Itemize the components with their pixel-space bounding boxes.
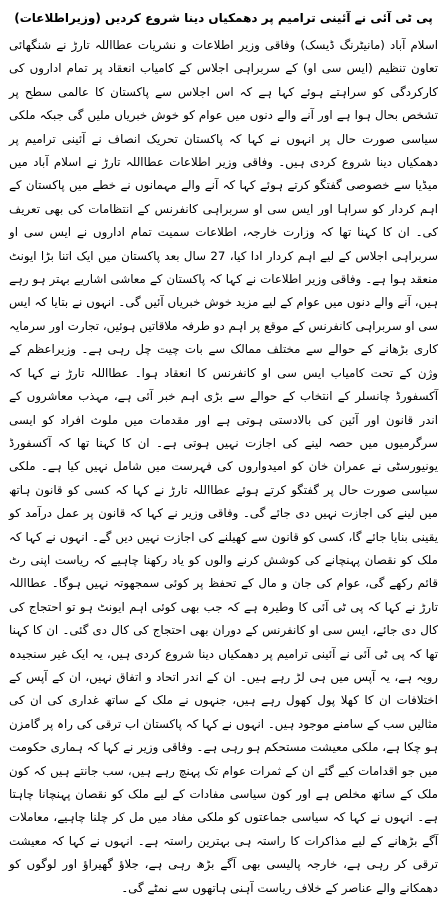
article-paragraph: عطااللہ تارڑ نے کہا کہ پی ٹی آئی کا وطیرہ ہے کہ جب بھی کوئی اہم ایونٹ ہو تو احتجاج کی کال دی جائے، ایس سی او کانفرنس کے دوران بھی احتجاج کی کال دی گئی۔	[9, 576, 438, 638]
article-headline: پی ٹی آئی نے آئینی ترامیم پر دھمکیاں دینا شروع کردیں (وزیراطلاعات)	[14, 11, 433, 25]
article-paragraph: ان کا کہنا تھا کہ وزارت خارجہ، اطلاعات سمیت تمام اداروں نے ایس سی او سربراہی اجلاس کے لیے اہم کردار ادا کیا، 27 سال بعد پاکستان میں ایک اتنا بڑا ایونٹ منعقد ہوا ہے۔	[9, 225, 439, 287]
article-paragraph: ان کا کہنا تھا کہ پی ٹی آئی نے آئینی ترامیم پر دھمکیاں دینا شروع کردی ہیں، یہ ایک غیر سنجیدہ رویہ ہے، یہ آپس میں ہی لڑ رہے ہیں۔	[9, 623, 439, 684]
article-paragraph: انہوں نے کہا کہ ملک کو نقصان پہنچانے کی کوشش کرنے والوں کو یاد رکھنا چاہیے کہ ریاست اپنی رٹ قائم رکھے گی، عوام کی جان و مال کے تحفظ پر کوئی سمجھوتہ نہیں ہوگا۔	[9, 529, 438, 591]
article-paragraph: ان کے اندر اتحاد و اتفاق نہیں، ان کے آپس کے اختلافات ان کا کھلا پول کھول رہے ہیں، جنہوں نے ملک کے ساتھ غداری کی ان کی مثالیں سب کے سامنے موجود ہیں۔	[9, 669, 439, 731]
article-paragraph: عطااللہ تارڑ نے کہا کہ آکسفورڈ چانسلر کے انتخاب کے حوالے سے بڑی اہم خبر آئی ہے، مہذب معاشروں کے اندر قانون اور آئین کی بالادستی ہوتی ہے اور مقدمات میں ملوث افراد کو ایسی سرگرمیوں میں حصہ لینے کی اجازت نہیں ہوتی ہے۔	[9, 365, 439, 450]
article-paragraph: اسلام آباد (مانیٹرنگ ڈیسک) وفاقی وزیر اطلاعات و نشریات عطااللہ تارڑ نے شنگھائی تعاون تنظیم (ایس سی او) کے سربراہی اجلاس کے کامیاب انعقاد پر تمام اداروں کی کارکردگی کو سراہتے ہوئے کہا ہے کہ اس اجلاس سے پاکستان کا عالمی سطح پر تشخص بحال ہوا ہے اور آنے والے دنوں میں عوام کو خوش خبریاں ملیں گی جبکہ ملکی سیاسی صورت حال پر انہوں نے کہا کہ پاکستان تحریک انصاف نے آئینی ترامیم پر دھمکیاں دینا شروع کردی ہیں۔	[9, 38, 438, 170]
article-body	[9, 34, 438, 900]
article-paragraph: انہوں نے کہا کہ سیاسی جماعتوں کو ملکی مفاد میں مل کر چلنا چاہیے، معاملات آگے بڑھانے کے لیے مذاکرات کا راستہ ہی بہترین راستہ ہے۔	[9, 810, 438, 848]
article-paragraph: انہوں نے کہا کہ پاکستان اب ترقی کی راہ پر گامزن ہو چکا ہے، ملکی معیشت مستحکم ہو رہی ہے۔	[9, 716, 439, 755]
article-paragraph: ان کا کہنا تھا کہ آکسفورڈ یونیورسٹی نے عمران خان کو امیدواروں کی فہرست میں شامل نہیں کیا ہے۔	[9, 435, 438, 474]
article-paragraph: وفاقی وزیر اطلاعات نے کہا کہ پاکستان کے معاشی اشاریے بہتر ہو رہے ہیں، آنے والے دنوں میں عوام کے لیے مزید خوش خبریاں آئیں گی۔	[9, 272, 438, 310]
article-paragraph: وفاقی وزیر اطلاعات عطااللہ تارڑ نے اسلام آباد میں میڈیا سے خصوصی گفتگو کرتے ہوئے کہا کہ آنے والے مہمانوں نے خطے میں پاکستان کے اہم کردار کو سراہا اور ایس سی او سربراہی کانفرنس کے انتظامات کی بھی تعریف کی۔	[9, 155, 438, 240]
article-paragraph: انہوں نے کہا کہ معیشت ترقی کر رہی ہے، خارجہ پالیسی بھی آگے بڑھ رہی ہے، جلاؤ گھیراؤ اور لوگوں کو دھمکانے والے عناصر کے خلاف ریاست آہنی ہاتھوں سے نمٹے گی۔	[9, 833, 438, 895]
article-paragraph: وفاقی وزیر نے کہا کہ قانون پر عمل درآمد کو یقینی بنایا جائے گا، کسی کو قانون سے کھیلنے کی اجازت نہیں دیں گے۔	[9, 506, 438, 544]
article-paragraph: وزیراعظم کے وژن کے تحت کامیاب ایس سی او کانفرنس کا انعقاد ہوا۔	[9, 342, 438, 380]
article-paragraph: ملکی سیاسی صورت حال پر گفتگو کرتے ہوئے عطااللہ تارڑ نے کہا کہ کسی کو قانون ہاتھ میں لینے کی اجازت نہیں دی جائے گی۔	[9, 459, 438, 521]
article-paragraph: انہوں نے بتایا کہ ایس سی او سربراہی کانفرنس کے موقع پر اہم دو طرفہ ملاقاتیں ہوئیں، تجارت اور سرمایہ کاری بڑھانے کے حوالے سے مختلف ممالک سے بات چیت چل رہی ہے۔	[9, 295, 438, 357]
article-paragraph: وفاقی وزیر نے کہا کہ ہماری حکومت میں جو اقدامات کیے گئے ان کے ثمرات عوام تک پہنچ رہے ہیں، سب جانتے ہیں کہ کون ملک کے ساتھ مخلص ہے اور کون سیاسی مفادات کے لیے ملک کو نقصان پہنچانا چاہتا ہے۔	[9, 740, 438, 825]
